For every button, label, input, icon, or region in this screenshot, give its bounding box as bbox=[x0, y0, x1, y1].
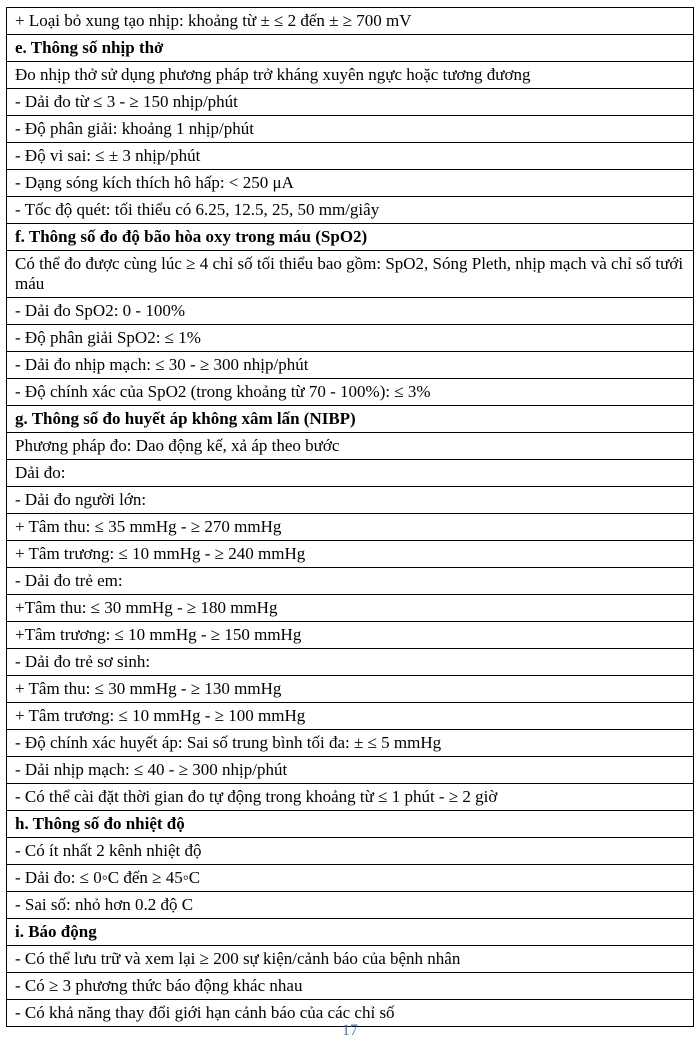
section-heading-row bbox=[7, 811, 694, 838]
spec-table bbox=[6, 7, 694, 1027]
table-row bbox=[7, 595, 694, 622]
section-heading-row bbox=[7, 919, 694, 946]
table-row bbox=[7, 298, 694, 325]
table-row bbox=[7, 973, 694, 1000]
section-heading: e. Thông số nhịp thở bbox=[7, 35, 694, 62]
table-row bbox=[7, 676, 694, 703]
table-row bbox=[7, 8, 694, 35]
table-cell: + Tâm thu: ≤ 30 mmHg - ≥ 130 mmHg bbox=[7, 676, 694, 703]
table-row bbox=[7, 251, 694, 298]
table-cell: +Tâm trương: ≤ 10 mmHg - ≥ 150 mmHg bbox=[7, 622, 694, 649]
table-row bbox=[7, 730, 694, 757]
table-row bbox=[7, 143, 694, 170]
table-row bbox=[7, 757, 694, 784]
section-heading: i. Báo động bbox=[7, 919, 694, 946]
table-row bbox=[7, 116, 694, 143]
table-cell: +Tâm thu: ≤ 30 mmHg - ≥ 180 mmHg bbox=[7, 595, 694, 622]
table-row bbox=[7, 433, 694, 460]
table-cell: - Dải đo nhịp mạch: ≤ 30 - ≥ 300 nhịp/phút bbox=[7, 352, 694, 379]
table-cell: + Tâm thu: ≤ 35 mmHg - ≥ 270 mmHg bbox=[7, 514, 694, 541]
table-row bbox=[7, 865, 694, 892]
table-cell: - Dải đo trẻ sơ sinh: bbox=[7, 649, 694, 676]
table-cell: - Có thể lưu trữ và xem lại ≥ 200 sự kiện/cảnh báo của bệnh nhân bbox=[7, 946, 694, 973]
table-cell: + Tâm trương: ≤ 10 mmHg - ≥ 240 mmHg bbox=[7, 541, 694, 568]
table-cell: - Dải đo trẻ em: bbox=[7, 568, 694, 595]
table-row bbox=[7, 89, 694, 116]
table-cell: - Độ phân giải: khoảng 1 nhịp/phút bbox=[7, 116, 694, 143]
table-cell: Đo nhịp thở sử dụng phương pháp trở kháng xuyên ngực hoặc tương đương bbox=[7, 62, 694, 89]
section-heading: h. Thông số đo nhiệt độ bbox=[7, 811, 694, 838]
table-row bbox=[7, 568, 694, 595]
table-cell: - Dải nhịp mạch: ≤ 40 - ≥ 300 nhịp/phút bbox=[7, 757, 694, 784]
page-number: 17 bbox=[342, 1022, 358, 1039]
table-row bbox=[7, 541, 694, 568]
table-row bbox=[7, 460, 694, 487]
table-row bbox=[7, 892, 694, 919]
section-heading-row bbox=[7, 406, 694, 433]
table-row bbox=[7, 622, 694, 649]
table-cell: - Có ít nhất 2 kênh nhiệt độ bbox=[7, 838, 694, 865]
table-row bbox=[7, 487, 694, 514]
table-cell: - Độ phân giải SpO2: ≤ 1% bbox=[7, 325, 694, 352]
table-cell: - Dải đo SpO2: 0 - 100% bbox=[7, 298, 694, 325]
table-row bbox=[7, 784, 694, 811]
table-cell: - Dải đo: ≤ 0◦C đến ≥ 45◦C bbox=[7, 865, 694, 892]
table-cell: - Độ chính xác huyết áp: Sai số trung bình tối đa: ± ≤ 5 mmHg bbox=[7, 730, 694, 757]
table-cell: - Độ vi sai: ≤ ± 3 nhịp/phút bbox=[7, 143, 694, 170]
section-heading-row bbox=[7, 224, 694, 251]
table-row bbox=[7, 325, 694, 352]
table-row bbox=[7, 352, 694, 379]
table-cell: - Dải đo từ ≤ 3 - ≥ 150 nhịp/phút bbox=[7, 89, 694, 116]
spec-table-body bbox=[7, 8, 694, 1027]
table-cell: - Có ≥ 3 phương thức báo động khác nhau bbox=[7, 973, 694, 1000]
table-cell: + Loại bỏ xung tạo nhịp: khoảng từ ± ≤ 2 đến ± ≥ 700 mV bbox=[7, 8, 694, 35]
table-row bbox=[7, 703, 694, 730]
table-row bbox=[7, 649, 694, 676]
table-cell: + Tâm trương: ≤ 10 mmHg - ≥ 100 mmHg bbox=[7, 703, 694, 730]
section-heading: f. Thông số đo độ bão hòa oxy trong máu (SpO2) bbox=[7, 224, 694, 251]
table-cell: - Dải đo người lớn: bbox=[7, 487, 694, 514]
table-cell: - Độ chính xác của SpO2 (trong khoảng từ 70 - 100%): ≤ 3% bbox=[7, 379, 694, 406]
section-heading: g. Thông số đo huyết áp không xâm lấn (NIBP) bbox=[7, 406, 694, 433]
table-row bbox=[7, 838, 694, 865]
table-row bbox=[7, 514, 694, 541]
table-row bbox=[7, 946, 694, 973]
table-row bbox=[7, 197, 694, 224]
table-cell: - Dạng sóng kích thích hô hấp: < 250 μA bbox=[7, 170, 694, 197]
table-cell: - Sai số: nhỏ hơn 0.2 độ C bbox=[7, 892, 694, 919]
table-cell: - Có thể cài đặt thời gian đo tự động trong khoảng từ ≤ 1 phút - ≥ 2 giờ bbox=[7, 784, 694, 811]
section-heading-row bbox=[7, 35, 694, 62]
table-row bbox=[7, 170, 694, 197]
table-cell: Phương pháp đo: Dao động kế, xả áp theo bước bbox=[7, 433, 694, 460]
table-cell: Dải đo: bbox=[7, 460, 694, 487]
table-cell: - Tốc độ quét: tối thiểu có 6.25, 12.5, 25, 50 mm/giây bbox=[7, 197, 694, 224]
table-row bbox=[7, 62, 694, 89]
table-cell: - Có khả năng thay đổi giới hạn cảnh báo của các chỉ số bbox=[7, 1000, 694, 1027]
table-row bbox=[7, 379, 694, 406]
table-cell: Có thể đo được cùng lúc ≥ 4 chỉ số tối thiểu bao gồm: SpO2, Sóng Pleth, nhịp mạch và chỉ số tưới máu bbox=[7, 251, 694, 298]
